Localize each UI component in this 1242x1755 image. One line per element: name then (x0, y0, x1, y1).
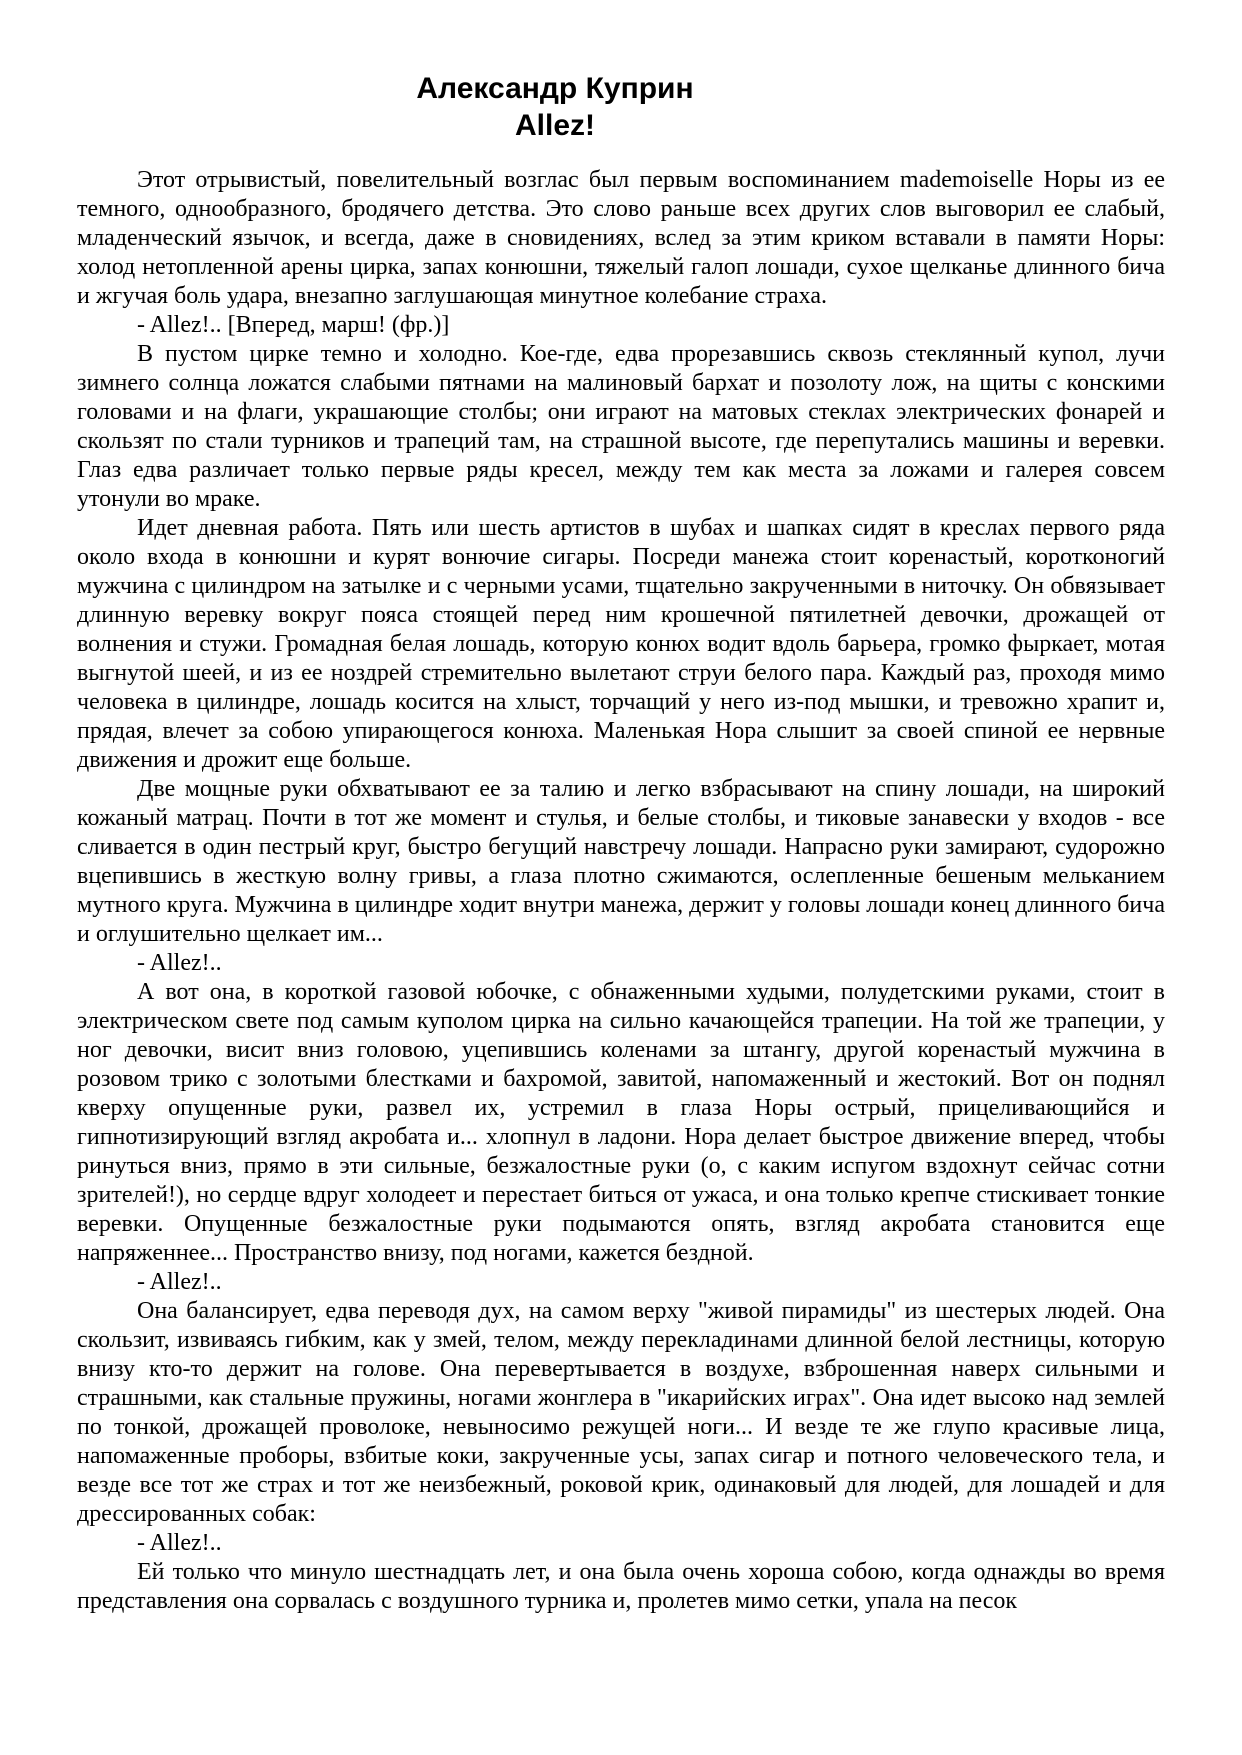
story-paragraph: Идет дневная работа. Пять или шесть артистов в шубах и шапках сидят в креслах первого ряда около входа в конюшни и курят вонючие сигары. Посреди манежа стоит коренастый, коротконогий мужчина с цилиндром на затылке и с черными усами, тщательно закрученными в ниточку. Он обвязывает длинную веревку вокруг пояса стоящей перед ним крошечной пятилетней девочки, дрожащей от волнения и стужи. Громадная белая лошадь, которую конюх водит вдоль барьера, громко фыркает, мотая выгнутой шеей, и из ее ноздрей стремительно вылетают струи белого пара. Каждый раз, проходя мимо человека в цилиндре, лошадь косится на хлыст, торчащий у него из-под мышки, и тревожно храпит и, прядая, влечет за собою упирающегося конюха. Маленькая Нора слышит за своей спиной ее нервные движения и дрожит еще больше. (77, 515, 1165, 773)
story-paragraph: Ей только что минуло шестнадцать лет, и она была очень хороша собою, когда однажды во время представления она сорвалась с воздушного турника и, пролетев мимо сетки, упала на песок (77, 1559, 1165, 1614)
story-paragraph: Две мощные руки обхватывают ее за талию и легко взбрасывают на спину лошади, на широкий кожаный матрац. Почти в тот же момент и стулья, и белые столбы, и тиковые занавески у входов - все сливается в один пестрый круг, быстро бегущий навстречу лошади. Напрасно руки замирают, судорожно вцепившись в жесткую волну гривы, а глаза плотно сжимаются, ослепленные бешеным мельканием мутного круга. Мужчина в цилиндре ходит внутри манежа, держит у головы лошади конец длинного бича и оглушительно щелкает им... (77, 776, 1165, 947)
story-body (77, 166, 1165, 1616)
story-paragraph: Она балансирует, едва переводя дух, на самом верху "живой пирамиды" из шестерых людей. Она скользит, извиваясь гибким, как у змей, телом, между перекладинами длинной белой лестницы, которую внизу кто-то держит на голове. Она перевертывается в воздухе, взброшенная наверх сильными и страшными, как стальные пружины, ногами жонглера в "икарийских играх". Она идет высоко над землей по тонкой, дрожащей проволоке, невыносимо режущей ноги... И везде те же глупо красивые лица, напомаженные проборы, взбитые коки, закрученные усы, запах сигар и потного человеческого тела, и везде все тот же страх и тот же неизбежный, роковой крик, одинаковый для людей, для лошадей и для дрессированных собак: (77, 1298, 1165, 1527)
story-paragraph: В пустом цирке темно и холодно. Кое-где, едва прорезавшись сквозь стеклянный купол, лучи зимнего солнца ложатся слабыми пятнами на малиновый бархат и позолоту лож, на щиты с конскими головами и на флаги, украшающие столбы; они играют на матовых стеклах электрических фонарей и скользят по стали турников и трапеций там, на страшной высоте, где перепутались машины и веревки. Глаз едва различает только первые ряды кресел, между тем как места за ложами и галерея совсем утонули во мраке. (77, 341, 1165, 512)
story-paragraph: - Allez!.. [Вперед, марш! (фр.)] (137, 312, 450, 338)
story-paragraph: - Allez!.. (137, 1269, 222, 1295)
title-work: Allez! (514, 109, 595, 142)
title-author: Александр Куприн (416, 72, 694, 105)
story-paragraph: - Allez!.. (137, 950, 222, 976)
document-title (77, 70, 1033, 144)
story-paragraph: Этот отрывистый, повелительный возглас был первым воспоминанием mademoiselle Норы из ее темного, однообразного, бродячего детства. Это слово раньше всех других слов выговорил ее слабый, младенческий язычок, и всегда, даже в сновидениях, вслед за этим криком вставали в памяти Норы: холод нетопленной арены цирка, запах конюшни, тяжелый галоп лошади, сухое щелканье длинного бича и жгучая боль удара, внезапно заглушающая минутное колебание страха. (77, 167, 1165, 309)
story-paragraph: А вот она, в короткой газовой юбочке, с обнаженными худыми, полудетскими руками, стоит в электрическом свете под самым куполом цирка на сильно качающейся трапеции. На той же трапеции, у ног девочки, висит вниз головою, уцепившись коленами за штангу, другой коренастый мужчина в розовом трико с золотыми блестками и бахромой, завитой, напомаженный и жестокий. Вот он поднял кверху опущенные руки, развел их, устремил в глаза Норы острый, прицеливающийся и гипнотизирующий взгляд акробата и... хлопнул в ладони. Нора делает быстрое движение вперед, чтобы ринуться вниз, прямо в эти сильные, безжалостные руки (о, с каким испугом вздохнут сейчас сотни зрителей!), но сердце вдруг холодеет и перестает биться от ужаса, и она только крепче стискивает тонкие веревки. Опущенные безжалостные руки подымаются опять, взгляд акробата становится еще напряженнее... Пространство внизу, под ногами, кажется бездной. (77, 979, 1165, 1266)
story-paragraph: - Allez!.. (137, 1530, 222, 1556)
